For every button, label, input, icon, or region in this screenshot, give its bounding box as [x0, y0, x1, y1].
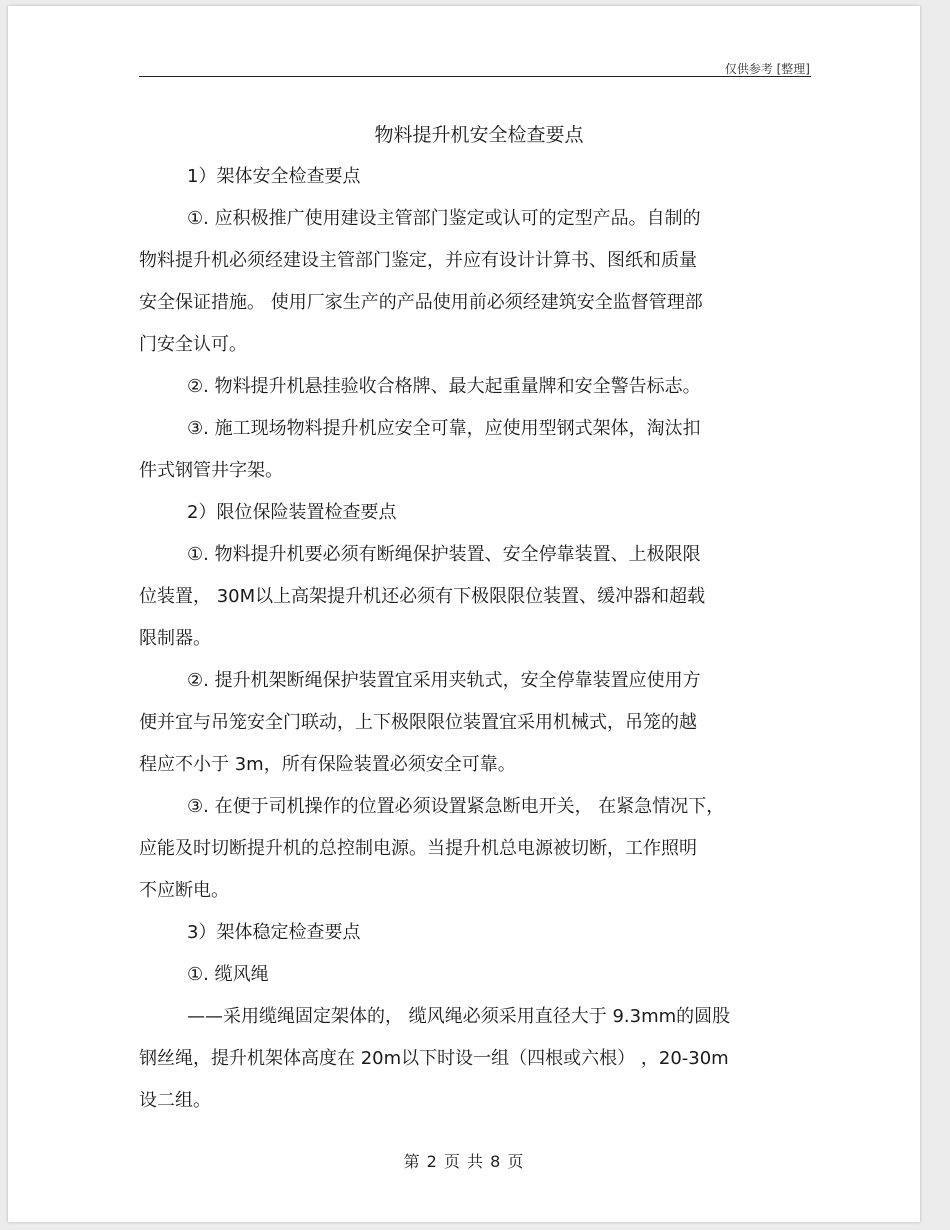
- text-line: 门安全认可。: [139, 334, 247, 355]
- text-line: ③. 在便于司机操作的位置必须设置紧急断电开关， 在紧急情况下，: [187, 796, 725, 817]
- text-line: 物料提升机必须经建设主管部门鉴定，并应有设计计算书、图纸和质量: [139, 250, 697, 271]
- text-line: ③. 施工现场物料提升机应安全可靠，应使用型钢式架体，淘汰扣: [187, 418, 701, 439]
- text-line: 钢丝绳，提升机架体高度在 20m以下时设一组（四根或六根） ，20-30m: [139, 1048, 729, 1069]
- header-divider: [139, 76, 811, 77]
- paragraph-lines: [139, 156, 811, 1122]
- text-line: 位装置， 30M以上高架提升机还必须有下极限限位装置、缓冲器和超载: [139, 586, 706, 607]
- text-line: ——采用缆绳固定架体的， 缆风绳必须采用直径大于 9.3mm的圆股: [187, 1006, 731, 1027]
- text-line: 不应断电。: [139, 880, 229, 901]
- text-line: ①. 物料提升机要必须有断绳保护装置、安全停靠装置、上极限限: [187, 544, 701, 565]
- text-line: 2）限位保险装置检查要点: [187, 502, 397, 523]
- text-line: 应能及时切断提升机的总控制电源。当提升机总电源被切断，工作照明: [139, 838, 697, 859]
- text-line: 3）架体稳定检查要点: [187, 922, 361, 943]
- text-line: 限制器。: [139, 628, 211, 649]
- text-line: 件式钢管井字架。: [139, 460, 283, 481]
- text-line: ②. 物料提升机悬挂验收合格牌、最大起重量牌和安全警告标志。: [187, 376, 701, 397]
- page-number: 第 2 页 共 8 页: [403, 1152, 525, 1171]
- text-line: 设二组。: [139, 1090, 211, 1111]
- text-line: ②. 提升机架断绳保护装置宜采用夹轨式，安全停靠装置应使用方: [187, 670, 701, 691]
- document-body: [139, 114, 811, 1122]
- text-line: ①. 应积极推广使用建设主管部门鉴定或认可的定型产品。自制的: [187, 208, 701, 229]
- text-line: 安全保证措施。 使用厂家生产的产品使用前必须经建筑安全监督管理部: [139, 292, 703, 313]
- header-note: 仅供参考 [整理]: [724, 62, 810, 76]
- text-line: 1）架体安全检查要点: [187, 166, 361, 187]
- text-line: 便并宜与吊笼安全门联动，上下极限限位装置宜采用机械式，吊笼的越: [139, 712, 697, 733]
- document-page: [8, 6, 920, 1222]
- text-line: 程应不小于 3m，所有保险装置必须安全可靠。: [139, 754, 516, 775]
- document-title: 物料提升机安全检查要点: [374, 124, 584, 146]
- text-line: ①. 缆风绳: [187, 964, 269, 985]
